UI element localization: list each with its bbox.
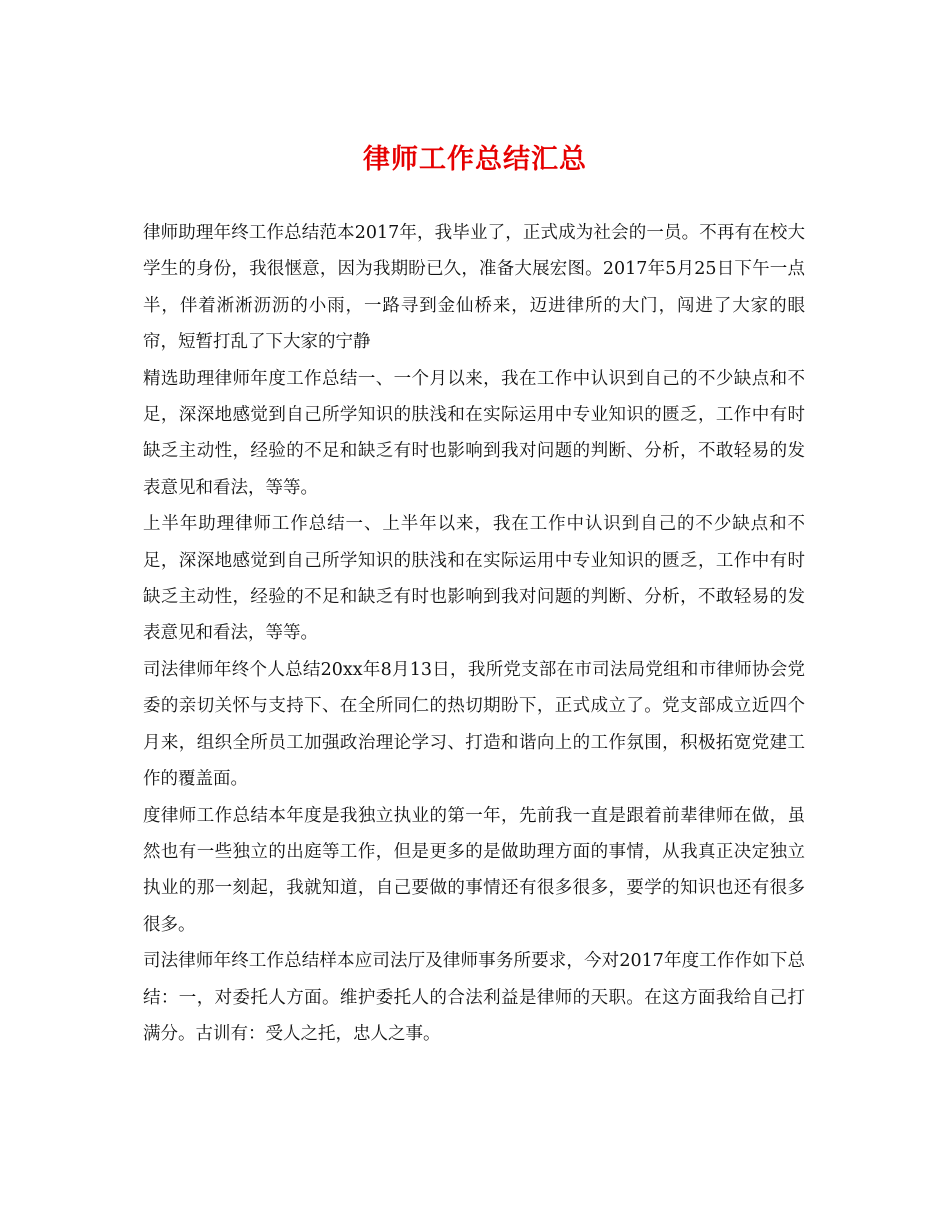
document-title: 律师工作总结汇总 [363,144,587,175]
paragraph-3: 上半年助理律师工作总结一、上半年以来，我在工作中认识到自己的不少缺点和不足，深深地感觉到自己所学知识的肤浅和在实际运用中专业知识的匮乏，工作中有时缺乏主动性，经验的不足和缺乏有时也影响到我对问题的判断、分析，不敢轻易的发表意见和看法，等等。 [143,514,805,644]
paragraph-2: 精选助理律师年度工作总结一、一个月以来，我在工作中认识到自己的不少缺点和不足，深深地感觉到自己所学知识的肤浅和在实际运用中专业知识的匮乏，工作中有时缺乏主动性，经验的不足和缺乏有时也影响到我对问题的判断、分析，不敢轻易的发表意见和看法，等等。 [143,368,805,498]
paragraph-5: 度律师工作总结本年度是我独立执业的第一年，先前我一直是跟着前辈律师在做，虽然也有一些独立的出庭等工作，但是更多的是做助理方面的事情，从我真正决定独立执业的那一刻起，我就知道，自己要做的事情还有很多很多，要学的知识也还有很多很多。 [143,805,805,935]
paragraph-4: 司法律师年终个人总结20xx年8月13日，我所党支部在市司法局党组和市律师协会党委的亲切关怀与支持下、在全所同仁的热切期盼下，正式成立了。党支部成立近四个月来，组织全所员工加强政治理论学习、打造和谐向上的工作氛围，积极拓宽党建工作的覆盖面。 [143,659,805,790]
paragraph-1: 律师助理年终工作总结范本2017年，我毕业了，正式成为社会的一员。不再有在校大学生的身份，我很惬意，因为我期盼已久，准备大展宏图。2017年5月25日下午一点半，伴着淅淅沥沥的小雨，一路寻到金仙桥来，迈进律所的大门，闯进了大家的眼帘，短暂打乱了下大家的宁静 [143,223,805,353]
document-body [143,215,805,1052]
paragraph-6: 司法律师年终工作总结样本应司法厅及律师事务所要求，今对2017年度工作作如下总结：一，对委托人方面。维护委托人的合法利益是律师的天职。在这方面我给自己打满分。古训有：受人之托，忠人之事。 [143,951,805,1044]
